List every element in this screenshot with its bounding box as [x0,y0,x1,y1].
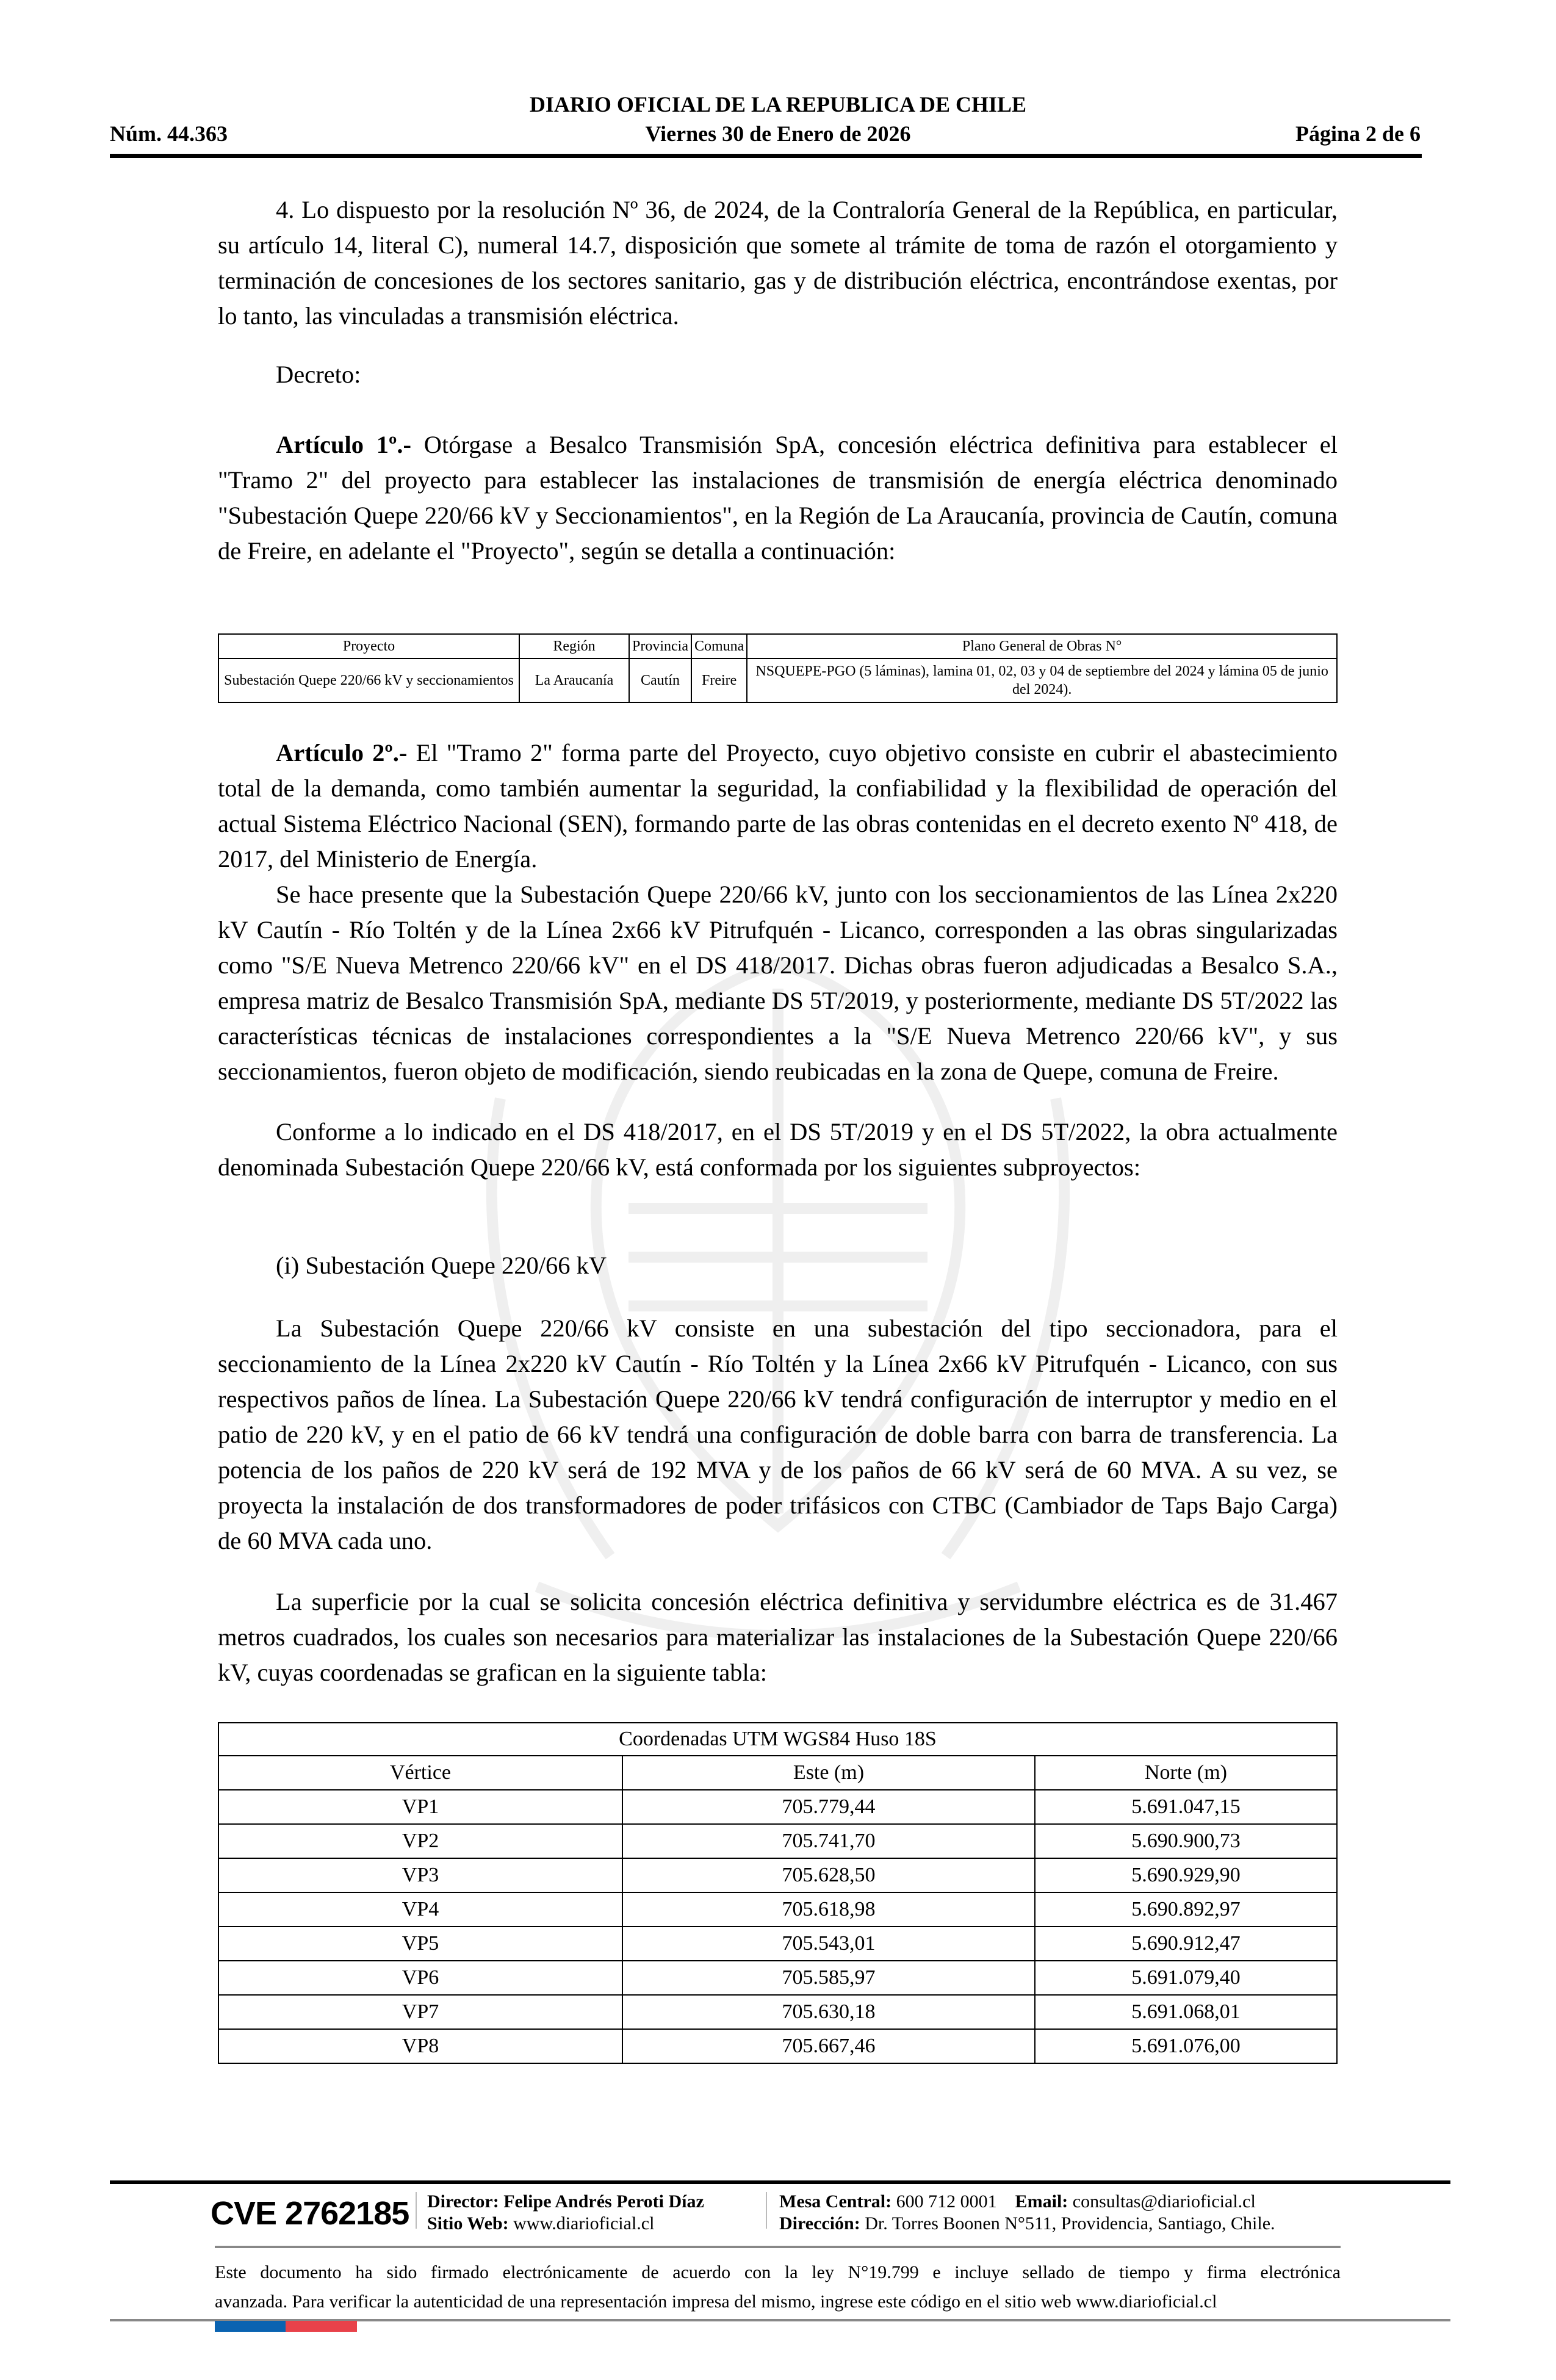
vertex-cell: VP7 [218,1995,622,2029]
director-label: Director: [427,2191,499,2212]
north-cell: 5.690.900,73 [1035,1824,1337,1858]
cve-code: CVE 2762185 [211,2195,409,2232]
issue-number: Núm. 44.363 [110,121,228,146]
website-line [427,2213,654,2235]
phone-value: 600 712 0001 [891,2191,997,2212]
address-label: Dirección: [779,2213,860,2234]
north-cell: 5.691.079,40 [1035,1961,1337,1995]
table-row [218,1961,1337,1995]
flag-bar-blue [215,2321,286,2332]
vertex-cell: VP8 [218,2029,622,2063]
east-cell: 705.667,46 [622,2029,1035,2063]
east-cell: 705.585,97 [622,1961,1035,1995]
issue-date: Viernes 30 de Enero de 2026 [645,121,911,146]
north-cell: 5.690.912,47 [1035,1927,1337,1961]
coordinates-table-title: Coordenadas UTM WGS84 Huso 18S [218,1723,1337,1756]
coordinates-table [218,1722,1338,2064]
table-row [218,1824,1337,1858]
project-header-cell: Provincia [629,634,691,658]
address-value: Dr. Torres Boonen N°511, Providencia, Santiago, Chile. [860,2213,1275,2234]
north-header: Norte (m) [1035,1756,1337,1790]
article-1-text: Otórgase a Besalco Transmisión SpA, concesión eléctrica definitiva para establecer el "Tramo 2" del proyecto para establecer las instalaciones de transmisión de energía eléctrica denominado "Subestación Quepe 220/66 kV y Seccionamientos", en la Región de La Araucanía, provincia de Cautín, comuna de Freire, en adelante el "Proyecto", según se detalla a continuación: [218,431,1338,564]
east-cell: 705.630,18 [622,1995,1035,2029]
disclaimer-line-2: avanzada. Para verificar la autenticidad de una representación impresa del mismo, ingrese este código en el sitio web www.diarioficial.cl [215,2292,1217,2312]
page-indicator: Página 2 de 6 [1295,121,1421,146]
vertex-cell: VP6 [218,1961,622,1995]
east-cell: 705.628,50 [622,1858,1035,1892]
table-row [218,1790,1337,1824]
contact-line [779,2191,1256,2213]
east-header: Este (m) [622,1756,1035,1790]
north-cell: 5.690.929,90 [1035,1858,1337,1892]
website-label: Sitio Web: [427,2213,509,2234]
address-line [779,2213,1275,2235]
project-header-cell: Región [519,634,629,658]
article-2-label: Artículo 2º.- [276,739,408,766]
director-value: Felipe Andrés Peroti Díaz [499,2191,704,2212]
region-cell: La Araucanía [519,658,629,702]
table-row [218,658,1337,702]
vertex-cell: VP4 [218,1892,622,1927]
east-cell: 705.779,44 [622,1790,1035,1824]
plan-cell: NSQUEPE-PGO (5 láminas), lamina 01, 02, 03 y 04 de septiembre del 2024 y lámina 05 de junio del 2024). [747,658,1337,702]
phone-label: Mesa Central: [779,2191,892,2212]
vertex-cell: VP1 [218,1790,622,1824]
director-line [427,2191,704,2213]
project-header-cell: Comuna [691,634,747,658]
vertex-header: Vértice [218,1756,622,1790]
footer-separator [416,2192,417,2229]
project-header-cell: Proyecto [218,634,519,658]
north-cell: 5.691.068,01 [1035,1995,1337,2029]
paragraph-subestacion: La Subestación Quepe 220/66 kV consiste en una subestación del tipo seccionadora, para el seccionamiento de la Línea 2x220 kV Cautín - Río Toltén y la Línea 2x66 kV Pitrufquén - Licanco, con sus respectivos paños de línea. La Subestación Quepe 220/66 kV tendrá configuración de interruptor y medio en el patio de 220 kV, y en el patio de 66 kV tendrá una configuración de doble barra con barra de transferencia. La potencia de los paños de 220 kV será de 192 MVA y de los paños de 66 kV será de 60 MVA. A su vez, se proyecta la instalación de dos transformadores de poder trifásicos con CTBC (Cambiador de Taps Bajo Carga) de 60 MVA cada uno. [218,1314,1338,1554]
province-cell: Cautín [629,658,691,702]
project-header-cell: Plano General de Obras N° [747,634,1337,658]
table-row [218,1892,1337,1927]
table-row [218,1927,1337,1961]
website-link[interactable]: www.diarioficial.cl [508,2213,655,2234]
commune-cell: Freire [691,658,747,702]
email-link[interactable]: consultas@diarioficial.cl [1068,2191,1256,2212]
email-label: Email: [1015,2191,1068,2212]
flag-bar-red [286,2321,357,2332]
article-2-text: El "Tramo 2" forma parte del Proyecto, cuyo objetivo consiste en cubrir el abastecimiento total de la demanda, como también aumentar la seguridad, la confiabilidad y la flexibilidad de operación del actual Sistema Eléctrico Nacional (SEN), formando parte de las obras contenidas en el decreto exento Nº 418, de 2017, del Ministerio de Energía. [218,739,1338,873]
project-table-header [218,634,1337,658]
article-1-label: Artículo 1º.- [276,431,411,458]
subheading-subestacion: (i) Subestación Quepe 220/66 kV [276,1252,607,1279]
paragraph-se-hace: Se hace presente que la Subestación Quepe 220/66 kV, junto con los seccionamientos de las Línea 2x220 kV Cautín - Río Toltén y de la Línea 2x66 kV Pitrufquén - Licanco, corresponden a las obras singularizadas como "S/E Nueva Metrenco 220/66 kV" en el DS 418/2017. Dichas obras fueron adjudicadas a Besalco S.A., empresa matriz de Besalco Transmisión SpA, mediante DS 5T/2019, y posteriormente, mediante DS 5T/2022 las características técnicas de instalaciones correspondientes a la "S/E Nueva Metrenco 220/66 kV", y sus seccionamientos, fueron objeto de modificación, siendo reubicadas en la zona de Quepe, comuna de Freire. [218,881,1338,1085]
footer-divider [110,2180,1450,2184]
project-table [218,633,1338,703]
north-cell: 5.691.076,00 [1035,2029,1337,2063]
north-cell: 5.690.892,97 [1035,1892,1337,1927]
table-row [218,2029,1337,2063]
disclaimer-line-1: Este documento ha sido firmado electrónicamente de acuerdo con la ley N°19.799 e incluye sellado de tiempo y firma electrónica [215,2262,1341,2282]
decree-heading: Decreto: [276,361,361,388]
vertex-cell: VP3 [218,1858,622,1892]
vertex-cell: VP2 [218,1824,622,1858]
table-row [218,1995,1337,2029]
north-cell: 5.691.047,15 [1035,1790,1337,1824]
footer-divider [215,2246,1341,2248]
east-cell: 705.741,70 [622,1824,1035,1858]
project-cell: Subestación Quepe 220/66 kV y seccionamientos [218,658,519,702]
vertex-cell: VP5 [218,1927,622,1961]
east-cell: 705.618,98 [622,1892,1035,1927]
paragraph-resolution: 4. Lo dispuesto por la resolución Nº 36, de 2024, de la Contraloría General de la República, en particular, su artículo 14, literal C), numeral 14.7, disposición que somete al trámite de toma de razón el otorgamiento y terminación de concesiones de los sectores sanitario, gas y de distribución eléctrica, encontrándose exentas, por lo tanto, las vinculadas a transmisión eléctrica. [218,196,1338,330]
publication-title: DIARIO OFICIAL DE LA REPUBLICA DE CHILE [529,92,1027,117]
coordinates-table-header [218,1756,1337,1790]
table-row [218,1858,1337,1892]
article-2 [218,735,1338,877]
footer-separator [766,2192,767,2229]
paragraph-conforme: Conforme a lo indicado en el DS 418/2017, en el DS 5T/2019 y en el DS 5T/2022, la obra actualmente denominada Subestación Quepe 220/66 kV, está conformada por los siguientes subproyectos: [218,1118,1338,1181]
article-1 [218,427,1338,569]
header-divider [110,154,1422,158]
east-cell: 705.543,01 [622,1927,1035,1961]
paragraph-superficie: La superficie por la cual se solicita concesión eléctrica definitiva y servidumbre eléctrica es de 31.467 metros cuadrados, los cuales son necesarios para materializar las instalaciones de la Subestación Quepe 220/66 kV, cuyas coordenadas se grafican en la siguiente tabla: [218,1588,1338,1686]
